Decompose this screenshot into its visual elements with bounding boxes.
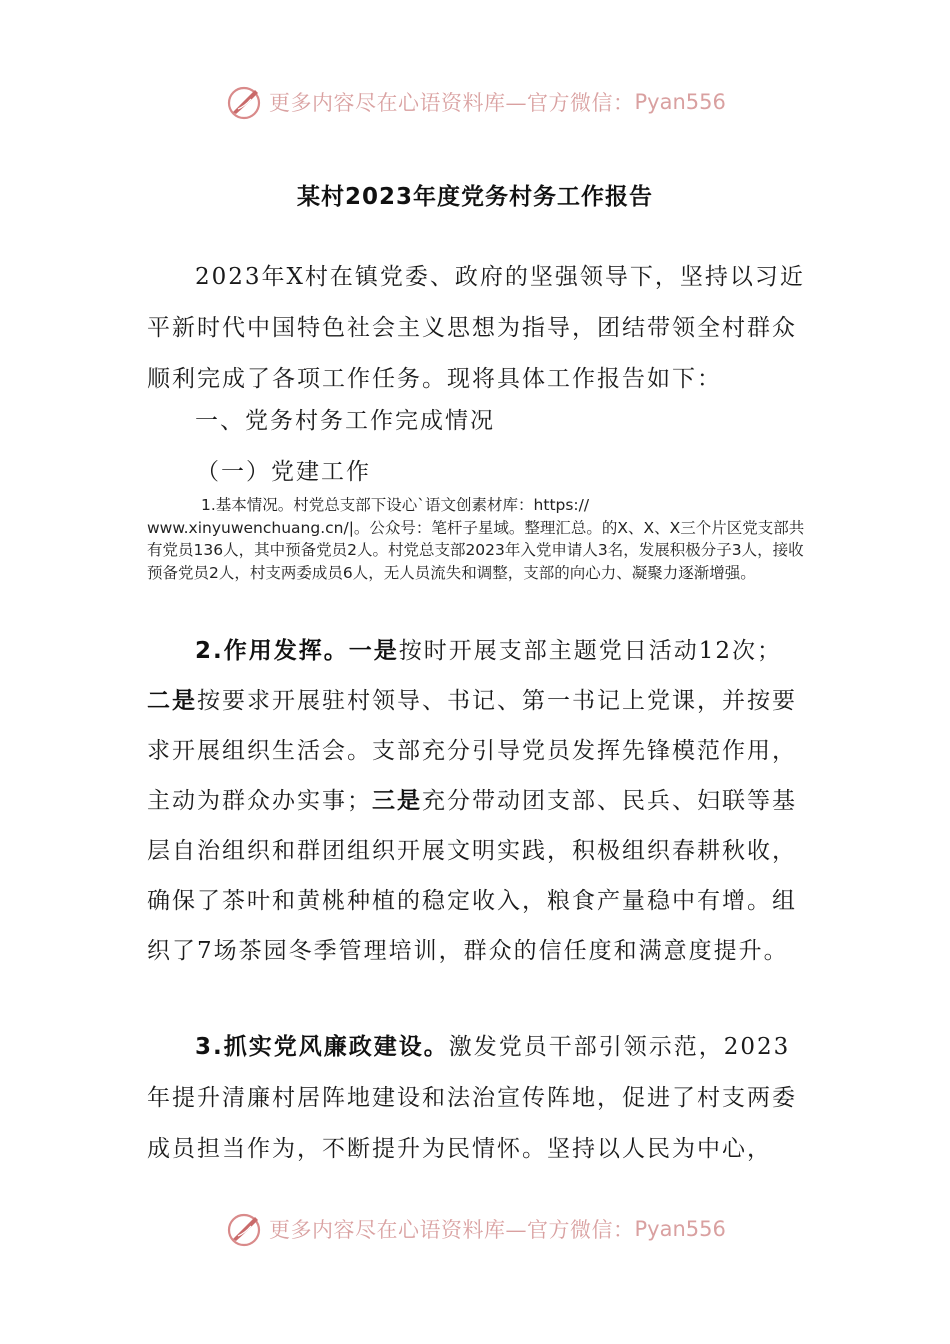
pen-logo-icon xyxy=(225,82,265,122)
watermark-wechat-id: Pyan556 xyxy=(634,90,726,114)
watermark-banner-bottom xyxy=(225,1207,726,1251)
basic-situation-paragraph xyxy=(147,494,807,584)
watermark-wechat-id: Pyan556 xyxy=(634,1217,726,1241)
role-text-1: 按时开展支部主题党日活动12次； xyxy=(398,638,783,664)
role-lead: 2.作用发挥。 xyxy=(195,638,349,664)
basic-situation-body: www.xinyuwenchuang.cn/|。公众号：笔杆子星域。整理汇总。的X、X、X三个片区党支部共有党员136人，其中预备党员2人。村党总支部2023年入党申请人3名，发展积极分子3人，接收预备党员2人，村支两委成员6人，无人员流失和调整，支部的向心力、凝聚力逐渐增强。 xyxy=(147,518,805,582)
intro-paragraph: 2023年X村在镇党委、政府的坚强领导下，坚持以习近平新时代中国特色社会主义思想为指导，团结带领全村群众顺利完成了各项工作任务。现将具体工作报告如下： xyxy=(147,264,805,392)
clean-governance-paragraph xyxy=(147,1022,807,1175)
role-paragraph xyxy=(147,626,807,976)
pen-logo-icon xyxy=(225,1209,265,1249)
watermark-text: 更多内容尽在心语资料库—官方微信： xyxy=(269,1218,635,1242)
role-text-3: 充分带动团支部、民兵、妇联等基层自治组织和群团组织开展文明实践，积极组织春耕秋收，确保了茶叶和黄桃种植的稳定收入，粮食产量稳中有增。组织了7场茶园冬季管理培训，群众的信任度和满意度提升。 xyxy=(147,788,797,964)
section-heading: 一、党务村务工作完成情况 xyxy=(195,408,495,434)
watermark-text: 更多内容尽在心语资料库—官方微信： xyxy=(269,91,635,115)
role-keyword-3: 三是 xyxy=(372,788,422,814)
watermark-banner-top xyxy=(225,80,726,124)
clean-text: 激发党员干部引领示范，2023年提升清廉村居阵地建设和法治宣传阵地，促进了村支两委成员担当作为，不断提升为民情怀。坚持以人民为中心， xyxy=(147,1034,797,1162)
role-keyword-1: 一是 xyxy=(348,638,399,664)
subsection-heading: （一）党建工作 xyxy=(196,459,371,485)
clean-lead: 3.抓实党风廉政建设。 xyxy=(195,1034,449,1060)
basic-situation-line1: 1.基本情况。村党总支部下设心`语文创素材库：https:// xyxy=(201,496,590,514)
role-keyword-2: 二是 xyxy=(147,688,197,714)
document-title: 某村2023年度党务村务工作报告 xyxy=(296,184,653,210)
role-text-2: 按要求开展驻村领导、书记、第一书记上党课，并按要求开展组织生活会。支部充分引导党员发挥先锋模范作用，主动为群众办实事； xyxy=(147,688,797,814)
